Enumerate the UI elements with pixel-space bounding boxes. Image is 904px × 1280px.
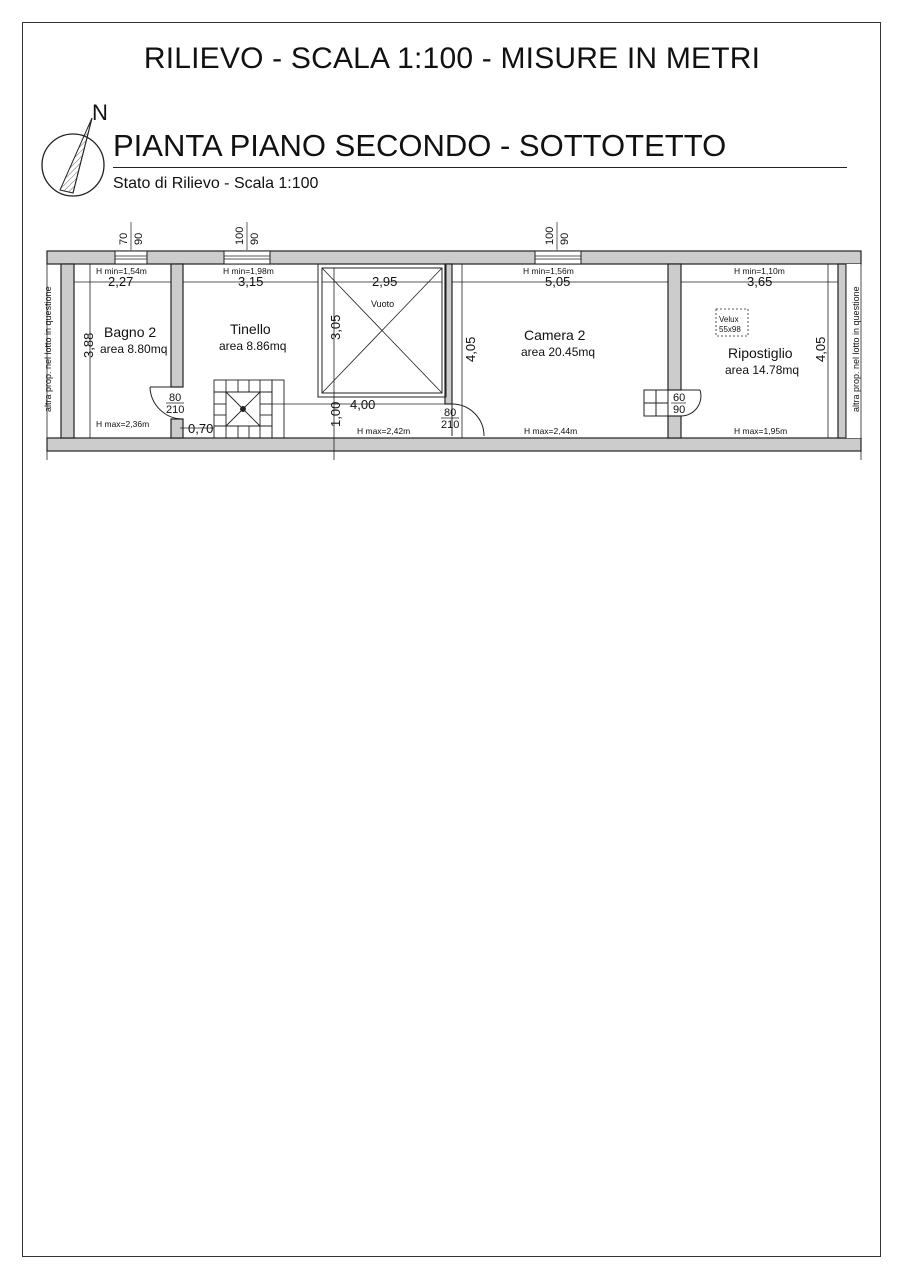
window-2-width: 100	[234, 226, 246, 245]
north-arrow-icon	[42, 118, 104, 196]
window-3-height: 90	[559, 232, 571, 245]
bagno-area: area 8.80mq	[100, 342, 168, 356]
bagno-depth: 3,88	[81, 332, 96, 358]
ripostiglio-depth: 4,05	[813, 336, 828, 362]
stair-gap: 0,70	[188, 421, 214, 436]
corridor-hmax: H max=2,42m	[357, 426, 411, 436]
north-label: N	[92, 100, 108, 125]
tinello-name: Tinello	[230, 321, 271, 337]
bagno-hmax: H max=2,36m	[96, 419, 150, 429]
bagno-width: 2,27	[108, 274, 134, 289]
velux-label: Velux	[719, 315, 739, 324]
tinello-area: area 8.86mq	[219, 339, 287, 353]
door-2-height: 210	[441, 419, 460, 431]
camera-hmax: H max=2,44m	[524, 426, 578, 436]
bagno-name: Bagno 2	[104, 324, 157, 340]
window-1-width: 70	[118, 232, 130, 245]
window-1-height: 90	[133, 232, 145, 245]
velux-size: 55x98	[719, 325, 741, 334]
ripostiglio-width: 3,65	[747, 274, 773, 289]
vuoto-name: Vuoto	[371, 299, 395, 309]
camera-width: 5,05	[545, 274, 571, 289]
window-2-height: 90	[249, 232, 261, 245]
window-3-width: 100	[544, 226, 556, 245]
door-2-width: 80	[444, 407, 457, 419]
tinello-hmin: H min=1,98m	[223, 266, 274, 276]
staircase	[214, 380, 284, 438]
ripostiglio-name: Ripostiglio	[728, 345, 793, 361]
ripostiglio-hmin: H min=1,10m	[734, 266, 785, 276]
bagno-hmin: H min=1,54m	[96, 266, 147, 276]
ripostiglio-area: area 14.78mq	[725, 363, 800, 377]
vuoto-width: 2,95	[372, 274, 398, 289]
camera-name: Camera 2	[524, 327, 586, 343]
plan-title: PIANTA PIANO SECONDO - SOTTOTETTO	[113, 128, 727, 163]
door-1-width: 80	[169, 392, 182, 404]
ripostiglio-hmax: H max=1,95m	[734, 426, 788, 436]
corridor-length: 4,00	[350, 397, 376, 412]
drawing-title: RILIEVO - SCALA 1:100 - MISURE IN METRI	[143, 42, 761, 75]
vuoto-depth: 3,05	[328, 314, 343, 340]
corridor-depth: 1,00	[328, 401, 343, 427]
camera-area: area 20.45mq	[521, 345, 596, 359]
plan-scale: Stato di Rilievo - Scala 1:100	[113, 175, 319, 192]
window-1	[115, 251, 147, 264]
window-2	[224, 251, 270, 264]
door-3-height: 90	[673, 404, 686, 416]
door-3-width: 60	[673, 392, 686, 404]
door-1-height: 210	[166, 404, 185, 416]
side-label-right: altra prop. nel lotto in questione	[851, 286, 861, 412]
side-label-left: altra prop. nel lotto in questione	[43, 286, 53, 412]
camera-depth: 4,05	[463, 336, 478, 362]
window-3	[535, 251, 581, 264]
camera-hmin: H min=1,56m	[523, 266, 574, 276]
tinello-width: 3,15	[238, 274, 264, 289]
